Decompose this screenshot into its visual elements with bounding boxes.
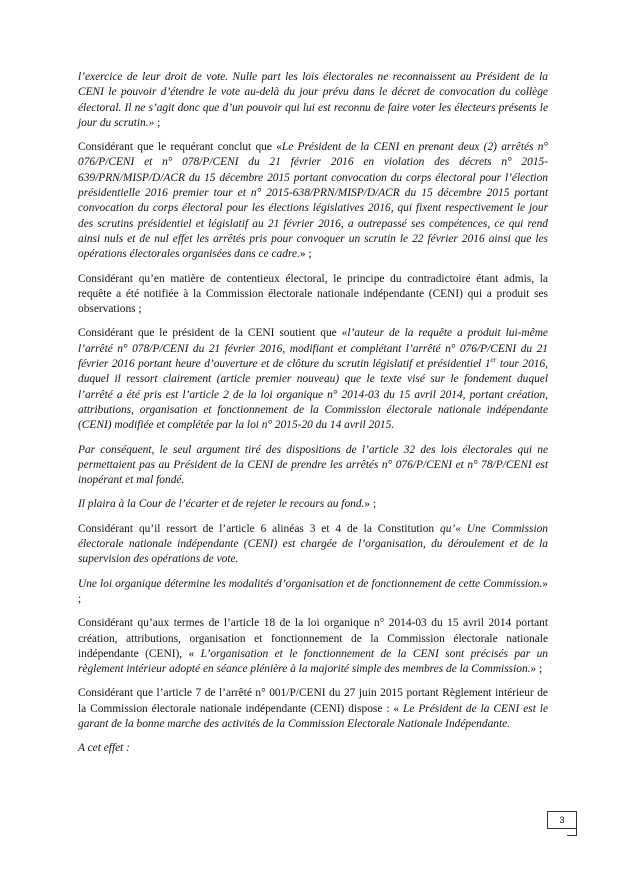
paragraph (78, 70, 548, 131)
paragraph (78, 326, 548, 433)
superscript-text: er (490, 356, 497, 365)
text-segment: Considérant que l’article 7 de l’arrêté n° 001/P/CENI du 27 juin 2015 portant Règlement intérieur de la Commission électorale nationale indépendante (CENI) dispose : « (78, 687, 548, 715)
italic-text-segment: l’exercice de leur droit de vote. Nulle part les lois électorales ne reconnaissent au Président de la CENI le pouvoir d’étendre le vote au-delà du jour prévu dans le décret de convocation du collège électoral. Il ne s’agit donc que d’un pouvoir qui lui est reconnu de faire voter les électeurs présents le jour du scrutin.» (78, 71, 548, 129)
italic-text-segment: l’auteur de la requête a produit lui-même l’arrêté n° 078/P/CENI du 21 février 2016, modifiant et complétant l’arrêté n° 076/P/CENI du 21 février 2016 portant heure d’ouverture et de clôture du scrutin législatif et présidentiel 1 (78, 327, 548, 371)
italic-text-segment: Le Président de la CENI est le garant de la bonne marche des activités de la Commission Electorale Nationale Indépendante. (78, 702, 549, 730)
text-segment: » ; (299, 248, 312, 261)
italic-text-segment: Par conséquent, le seul argument tiré des dispositions de l’article 32 des lois électorales qui ne permettaient pas au Président de la CENI de prendre les arrêtés n° 076/P/CENI et n° 78/P/CENI est inopérant et mal fondé. (78, 443, 548, 487)
paragraph (78, 522, 548, 568)
text-segment: Considérant qu’en matière de contentieux électoral, le principe du contradictoire étant admis, la requête a été notifiée à la Commission électorale nationale indépendante (CENI) qui a produit ses observations ; (78, 272, 548, 316)
italic-text-segment: Il plaira à la Cour de l’écarter et de rejeter le recours au fond. (78, 498, 365, 511)
paragraph (78, 140, 548, 262)
paragraph (78, 443, 548, 489)
page-number-corner-decoration (567, 826, 577, 836)
paragraph (78, 272, 548, 318)
italic-text-segment: L’organisation et le fonctionnement de la CENI sont précisés par un règlement intérieur adopté en séance plénière à la majorité simple des membres de la Commission. (78, 647, 548, 676)
text-segment: » ; (78, 577, 548, 605)
italic-text-segment: Le Président de la CENI en prenant deux (2) arrêtés n° 076/P/CENI et n° 078/P/CENI du 21 février 2016 en violation des décrets n° 2015-639/PRN/MISP/D/ACR du 15 décembre 2015 portant convocation du corps électoral pour l’élection présidentielle 2016 premier tour et n° 2015-638/PRN/MISP/D/ACR du 15 décembre 2015 portant convocation du corps électoral pour les élections législatives 2016, qui fixent respectivement le jour des scrutins présidentiel et législatif au 21 février 2016, a outrepassé ses compétences, ce qui rend ainsi nuls et de nul effet les arrêtés pris pour convoquer un scrutin le 22 février 2016 ainsi que les opérations électorales organisées dans ce cadre. (78, 141, 548, 261)
italic-text-segment: A cet effet : (78, 742, 130, 755)
italic-text-segment: Une loi organique détermine les modalités d’organisation et de fonctionnement de cette Commission. (78, 577, 543, 590)
text-segment: Considérant qu’il ressort de l’article 6 alinéas 3 et 4 de la Constitution (78, 522, 441, 535)
text-segment: » ; (364, 498, 377, 511)
text-segment: Considérant qu’aux termes de l’article 18 de la loi organique n° 2014-03 du 15 avril 2014 portant création, attributions, organisation et fonctionnement de la Commission électorale nationale indépendante (CENI), « (78, 617, 548, 660)
paragraph (78, 577, 548, 608)
paragraph (78, 741, 548, 756)
paragraph (78, 686, 548, 732)
document-body (78, 70, 548, 766)
text-segment: » ; (530, 663, 543, 676)
page-number: 3 (547, 811, 577, 829)
text-segment: Considérant que le président de la CENI soutient que « (78, 327, 348, 340)
text-segment: Considérant que le requérant conclut que « (78, 141, 282, 154)
paragraph (78, 497, 548, 512)
text-segment: ; (154, 116, 161, 129)
paragraph (78, 616, 548, 677)
italic-text-segment: qu’« Une Commission électorale nationale indépendante (CENI) est chargée de l’organisation, du déroulement et de la supervision des opérations de vote. (78, 522, 548, 566)
italic-text-segment: tour 2016, duquel il ressort clairement (article premier nouveau) que le texte visé sur le fondement duquel l’arrêté a été pris est l’article 2 de la loi organique n° 2014-03 du 15 avril 2014, portant création, attributions, organisation et fonctionnement de la Commission électorale nationale indépendante (CENI) modifiée et complétée par la loi n° 2015-20 du 14 avril 2015. (78, 358, 549, 432)
